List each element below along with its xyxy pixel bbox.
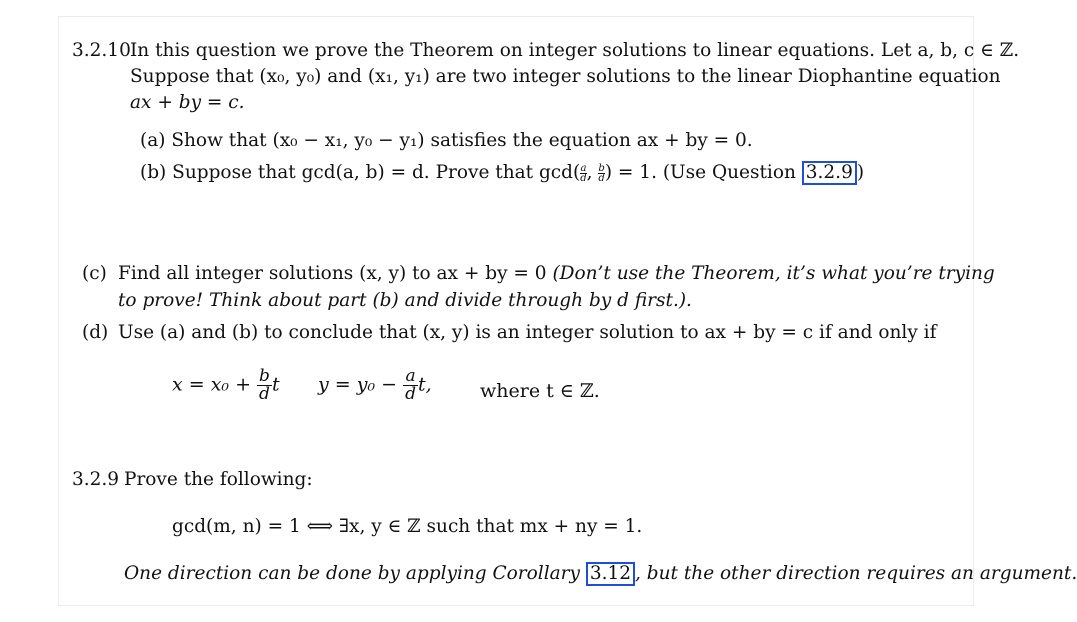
question-3-2-9-number: 3.2.9 <box>72 469 120 490</box>
question-3-2-9-note: One direction can be done by applying Corollary 3.12 , but the other direction requires an argument. <box>124 562 1077 586</box>
part-d-label: (d) <box>82 322 109 343</box>
question-3-2-9-link[interactable]: 3.2.9 <box>802 161 857 185</box>
part-c-label: (c) <box>82 263 107 284</box>
question-3-2-10-line3: ax + by = c. <box>130 92 245 113</box>
fraction-b-over-d: $\frac{b}{d}$ <box>598 162 605 184</box>
question-3-2-10-line2: Suppose that (x₀, y₀) and (x₁, y₁) are two integer solutions to the linear Diophantine equation <box>130 66 1001 87</box>
question-3-2-9-title: Prove the following: <box>124 469 313 490</box>
question-3-2-10-number: 3.2.10 <box>72 40 131 61</box>
fraction-a-over-d: $\frac{a}{d}$ <box>580 162 587 184</box>
question-3-2-9-statement: gcd(m, n) = 1 ⟺ ∃x, y ∈ ℤ such that mx + ny = 1. <box>172 516 643 537</box>
part-d-line1: Use (a) and (b) to conclude that (x, y) is an integer solution to ax + by = c if and only if <box>118 322 937 343</box>
equation-x: x = x₀ + $\frac{b}{d}$ t <box>172 366 280 404</box>
question-3-2-10-line1: In this question we prove the Theorem on integer solutions to linear equations. Let a, b, c ∈ ℤ. <box>130 40 1020 61</box>
part-c-line1: Find all integer solutions (x, y) to ax + by = 0 (Don’t use the Theorem, it’s what you’re trying <box>118 263 995 284</box>
corollary-3-12-link[interactable]: 3.12 <box>586 562 635 586</box>
equation-y: y = y₀ − $\frac{a}{d}$ t, <box>318 366 432 404</box>
equation-where: where t ∈ ℤ. <box>480 380 600 402</box>
part-a: (a) Show that (x₀ − x₁, y₀ − y₁) satisfies the equation ax + by = 0. <box>140 130 753 151</box>
part-c-line2: to prove! Think about part (b) and divide through by d first.). <box>118 290 692 311</box>
part-b: (b) Suppose that gcd(a, b) = d. Prove that gcd( $\frac{a}{d}$ , $\frac{b}{d}$ ) = 1. (Use Question 3.2.9 ) <box>140 162 865 184</box>
fraction-a-over-d-display: $\frac{a}{d}$ <box>405 366 416 404</box>
fraction-b-over-d-display: $\frac{b}{d}$ <box>259 366 270 404</box>
